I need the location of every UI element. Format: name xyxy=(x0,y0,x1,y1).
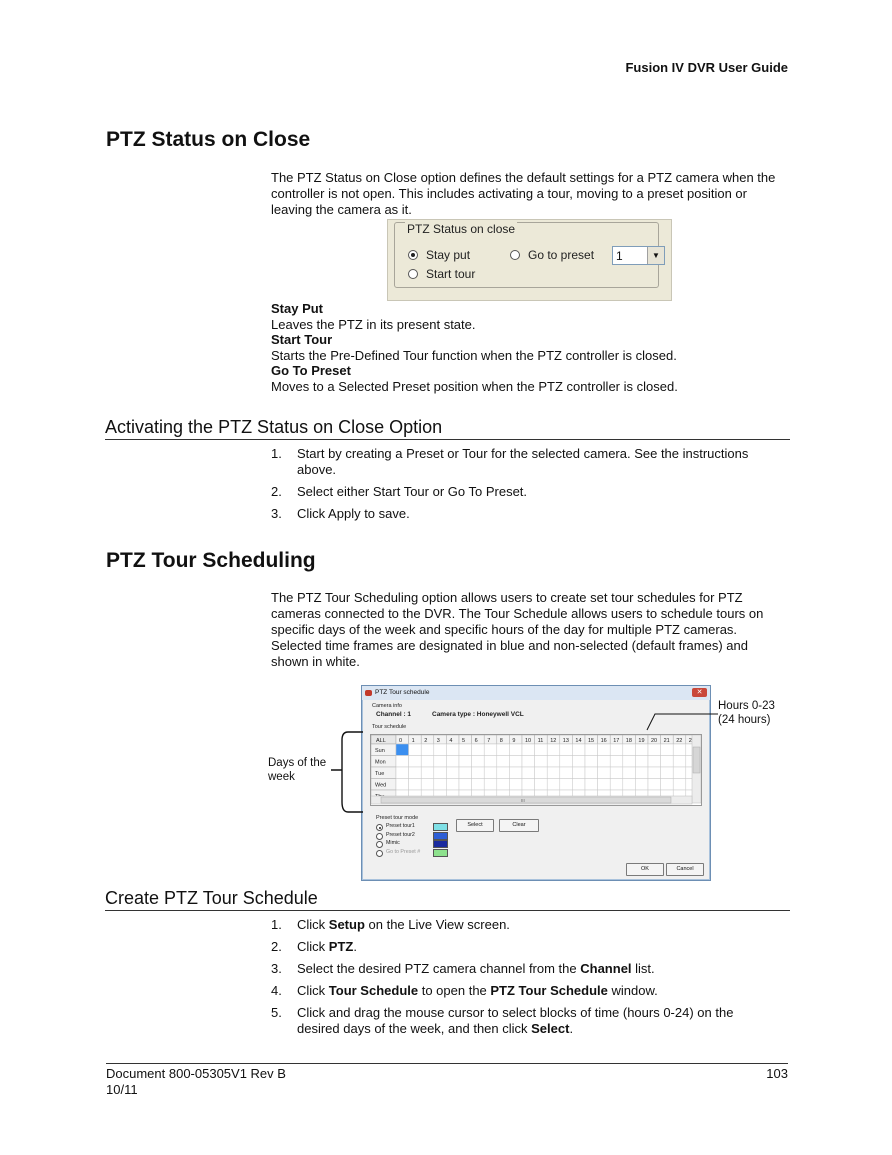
create-steps xyxy=(271,917,771,1043)
step-text: desired days of the week, and then click xyxy=(297,1021,532,1036)
window-title: PTZ Tour schedule xyxy=(375,689,430,696)
hour-label: 19 xyxy=(638,738,645,744)
hour-label: 21 xyxy=(663,738,670,744)
start-tour-label: Start tour xyxy=(426,267,476,281)
preset-mode-label: Preset tour mode xyxy=(376,815,419,821)
step-text: window. xyxy=(607,983,658,998)
term-start-tour-desc: Starts the Pre-Defined Tour function when the PTZ controller is closed. xyxy=(271,347,677,363)
hour-label: 15 xyxy=(588,738,595,744)
preset-mode-label: Preset tour1 xyxy=(386,823,415,829)
list-item xyxy=(271,983,771,999)
running-header: Fusion IV DVR User Guide xyxy=(625,60,788,75)
footer-rule xyxy=(106,1063,788,1064)
bold-term: PTZ xyxy=(328,939,354,954)
term-stay-put: Stay Put xyxy=(271,301,324,316)
clear-button[interactable]: Clear xyxy=(499,819,539,832)
close-icon[interactable]: ✕ xyxy=(692,688,707,697)
hour-label: 11 xyxy=(537,738,544,744)
footer-doc: Document 800-05305V1 Rev B 10/11 xyxy=(106,1066,286,1097)
step-text: on the Live View screen. xyxy=(364,917,510,932)
hour-label: 17 xyxy=(613,738,620,744)
preset-select-value: 1 xyxy=(616,249,623,263)
hour-label: 18 xyxy=(625,738,632,744)
term-stay-put-desc: Leaves the PTZ in its present state. xyxy=(271,316,476,332)
select-button[interactable]: Select xyxy=(456,819,494,832)
day-label: Sun xyxy=(375,748,385,754)
step-text: . xyxy=(353,939,357,954)
scroll-marker: III xyxy=(521,798,525,803)
section-heading-ptz-status: PTZ Status on Close xyxy=(106,128,311,151)
bold-term: Setup xyxy=(328,917,365,932)
hour-label: 6 xyxy=(474,738,478,744)
day-label: Mon xyxy=(375,759,386,766)
tour-scheduling-intro: The PTZ Tour Scheduling option allows users to create set tour schedules for PTZ cameras connected to the DVR. The Tour Schedule allows users to schedule tours on specific days of the week and specific hours of the day for multiple PTZ cameras. Selected time frames are designated in blue and non-selected (default frames) and shown in white. xyxy=(271,590,764,669)
camera-info-label: Camera info xyxy=(372,703,402,709)
step-text: to open the xyxy=(418,983,491,998)
term-go-to-preset-desc: Moves to a Selected Preset position when the PTZ controller is closed. xyxy=(271,378,678,394)
list-item xyxy=(271,939,771,955)
section-heading-create: Create PTZ Tour Schedule xyxy=(105,888,790,911)
list-item xyxy=(271,961,771,977)
step-text: Click xyxy=(297,939,329,954)
ok-button[interactable]: OK xyxy=(626,863,664,876)
hour-label: 4 xyxy=(449,738,453,744)
hour-label: 10 xyxy=(525,738,532,744)
all-label: ALL xyxy=(376,738,386,744)
bold-term: Tour Schedule xyxy=(328,983,419,998)
list-item xyxy=(271,1005,771,1037)
chevron-down-icon[interactable]: ▼ xyxy=(647,247,664,264)
hour-label: 22 xyxy=(676,738,683,744)
hour-label: 2 xyxy=(424,738,428,744)
bold-term: PTZ Tour Schedule xyxy=(490,983,608,998)
camera-type-value: Camera type : Honeywell VCL xyxy=(432,711,524,718)
preset-mode-label: Go to Preset # xyxy=(386,848,421,855)
tour-schedule-label: Tour schedule xyxy=(372,724,407,730)
bold-term: Channel xyxy=(580,961,632,976)
page-number: 103 xyxy=(766,1066,788,1081)
stay-put-label: Stay put xyxy=(426,248,471,262)
step-text: Click and drag the mouse cursor to select blocks of time (hours 0-24) on the xyxy=(297,1005,734,1020)
hour-label: 0 xyxy=(399,738,403,744)
hour-label: 8 xyxy=(499,738,503,744)
hour-label: 3 xyxy=(436,738,440,744)
bold-term: Select xyxy=(531,1021,570,1036)
section-heading-tour-scheduling: PTZ Tour Scheduling xyxy=(106,549,316,572)
hour-label: 5 xyxy=(462,738,466,744)
hours-callout-line xyxy=(647,714,718,730)
step-text: Click xyxy=(297,983,329,998)
days-brace xyxy=(331,732,363,812)
ptz-status-intro: The PTZ Status on Close option defines the default settings for a PTZ camera when the controller is not open. This includes activating a tour, moving to a preset position or leaving the camera as it. xyxy=(271,170,776,217)
list-item: 2. Select either Start Tour or Go To Preset. xyxy=(271,484,528,499)
step-number: 4. xyxy=(271,983,282,998)
step-text: . xyxy=(569,1021,574,1036)
hour-label: 20 xyxy=(651,738,658,744)
channel-value: Channel : 1 xyxy=(376,711,412,718)
preset-mode-label: Mimic xyxy=(386,840,400,846)
section-heading-activating: Activating the PTZ Status on Close Option xyxy=(105,417,790,440)
ptz-status-legend: PTZ Status on close xyxy=(407,222,516,236)
hour-label: 7 xyxy=(487,738,491,744)
hours-callout: Hours 0-23 (24 hours) xyxy=(718,700,775,726)
hour-label: 9 xyxy=(512,738,516,744)
list-item: 1. Start by creating a Preset or Tour for the selected camera. See the instructions above. xyxy=(271,446,749,477)
hour-label: 1 xyxy=(411,738,415,744)
hour-label: 16 xyxy=(600,738,607,744)
day-label: Wed xyxy=(375,782,387,789)
hour-label: 2 xyxy=(688,738,692,744)
cancel-button[interactable]: Cancel xyxy=(666,863,704,876)
days-callout: Days of the week xyxy=(268,757,327,783)
day-label: Tue xyxy=(375,771,385,777)
step-number: 5. xyxy=(271,1005,282,1020)
step-number: 3. xyxy=(271,961,282,976)
step-number: 1. xyxy=(271,917,282,932)
list-item: 3. Click Apply to save. xyxy=(271,506,410,521)
hour-label: 13 xyxy=(562,738,569,744)
step-text: Click xyxy=(297,917,329,932)
step-number: 2. xyxy=(271,939,282,954)
term-go-to-preset: Go To Preset xyxy=(271,363,351,378)
go-to-preset-label: Go to preset xyxy=(528,248,595,262)
hour-label: 12 xyxy=(550,738,557,744)
hour-label: 14 xyxy=(575,738,582,744)
step-text: Select the desired PTZ camera channel from the xyxy=(297,961,581,976)
preset-mode-label: Preset tour2 xyxy=(386,831,415,838)
list-item xyxy=(271,917,771,933)
term-start-tour: Start Tour xyxy=(271,332,333,347)
step-text: list. xyxy=(631,961,655,976)
